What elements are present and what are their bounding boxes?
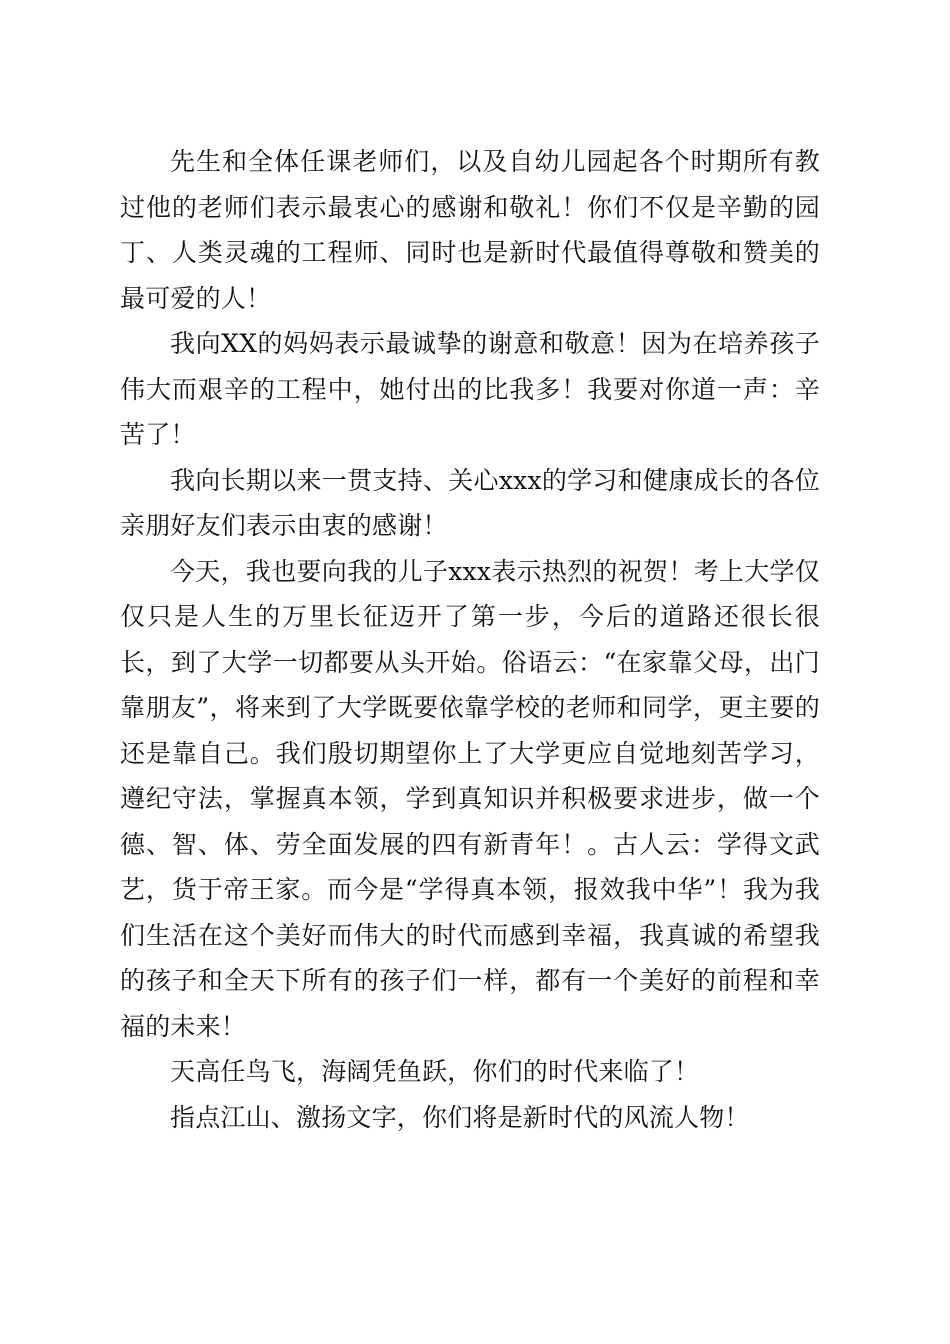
paragraph-thanks-teachers: 先生和全体任课老师们，以及自幼儿园起各个时期所有教过他的老师们表示最衷心的感谢和敬礼！你们不仅是辛勤的园丁、人类灵魂的工程师、同时也是新时代最值得尊敬和赞美的最可爱的人！ bbox=[120, 147, 820, 313]
document-body bbox=[120, 139, 820, 1140]
paragraph-congratulate-son: 今天，我也要向我的儿子xxx表示热烈的祝贺！考上大学仅仅只是人生的万里长征迈开了第一步，今后的道路还很长很长，到了大学一切都要从头开始。俗语云：“在家靠父母，出门靠朋友”，将来到了大学既要依靠学校的老师和同学，更主要的还是靠自己。我们殷切期望你上了大学更应自觉地刻苦学习，遵纪守法，掌握真本领，学到真知识并积极要求进步，做一个德、智、体、劳全面发展的四有新青年！。古人云：学得文武艺，货于帝王家。而今是“学得真本领，报效我中华”！我为我们生活在这个美好而伟大的时代而感到幸福，我真诚的希望我的孩子和全天下所有的孩子们一样，都有一个美好的前程和幸福的未来！ bbox=[120, 556, 820, 1041]
paragraph-closing-2: 指点江山、激扬文字，你们将是新时代的风流人物！ bbox=[170, 1102, 750, 1132]
paragraph-thanks-friends: 我向长期以来一贯支持、关心xxx的学习和健康成长的各位亲朋好友们表示由衷的感谢！ bbox=[120, 465, 820, 540]
paragraph-thanks-mother: 我向XX的妈妈表示最诚挚的谢意和敬意！因为在培养孩子伟大而艰辛的工程中，她付出的比我多！我要对你道一声：辛苦了！ bbox=[120, 329, 820, 449]
paragraph-closing-1: 天高任鸟飞，海阔凭鱼跃，你们的时代来临了！ bbox=[170, 1057, 700, 1086]
